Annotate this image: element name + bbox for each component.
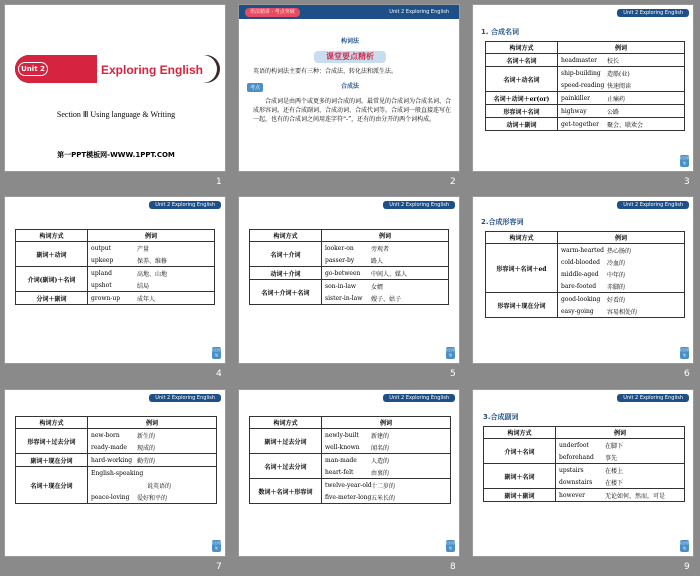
formation-method: 介词＋名词 (484, 439, 556, 464)
section-title: 1. 合成名词 (481, 28, 519, 36)
example-cell (88, 242, 215, 267)
unit-header: Unit 2 Exploring English (617, 394, 689, 402)
section-heading: Section Ⅲ Using language & Writing (56, 110, 176, 119)
slide-number-3: 3 (684, 177, 690, 187)
formation-method: 形容词＋名词 (486, 105, 558, 118)
example-word: upland (91, 269, 112, 277)
formation-method: 副词＋副词 (484, 489, 556, 502)
example-word: upkeep (91, 256, 114, 264)
unit-header: Unit 2 Exploring English (149, 201, 221, 209)
example-meaning: 在楼下 (605, 479, 624, 487)
table-row (484, 464, 685, 489)
table-row (486, 67, 685, 92)
example-entry (322, 466, 450, 478)
example-entry (322, 441, 450, 453)
slide-8-thumbnail[interactable] (238, 389, 460, 557)
column-header-method: 构词方式 (486, 232, 558, 244)
table-row (250, 454, 451, 479)
example-entry (322, 491, 450, 503)
example-entry (88, 467, 216, 479)
formation-method: 名词＋名词 (486, 54, 558, 67)
example-word: hard-working (91, 456, 133, 464)
example-entry (88, 242, 214, 254)
example-meaning: 新建的 (371, 432, 390, 440)
table-row (486, 54, 685, 67)
heading-word-formation: 构词法 (340, 38, 359, 45)
example-entry (556, 439, 684, 451)
example-word: son-in-law (325, 282, 357, 290)
word-formation-table (249, 229, 449, 305)
example-entry (88, 267, 214, 279)
example-cell (322, 280, 449, 305)
slide-7-thumbnail[interactable] (4, 389, 226, 557)
example-word: cold-blooded (561, 258, 600, 266)
slide-3-thumbnail[interactable] (472, 4, 694, 172)
slide-2-thumbnail[interactable] (238, 4, 460, 172)
example-cell (88, 292, 215, 305)
example-word: easy-going (561, 307, 594, 315)
column-header-examples: 例词 (88, 230, 215, 242)
example-cell (88, 454, 217, 467)
example-meaning: 说英语的 (147, 482, 172, 490)
example-word: however (559, 491, 585, 499)
example-meaning: 在脚下 (605, 442, 624, 450)
nav-button[interactable]: 栏目导航 (212, 348, 222, 357)
example-word: sister-in-law (325, 294, 363, 302)
section-title: 2.合成形容词 (481, 218, 524, 226)
example-cell (558, 118, 685, 131)
section-title: 3.合成副词 (483, 413, 519, 421)
example-entry (558, 280, 684, 292)
example-meaning: 由衷的 (371, 469, 390, 477)
example-cell (88, 267, 215, 292)
example-meaning: 中间人、媒人 (371, 270, 408, 278)
word-formation-table (483, 426, 685, 502)
example-word: new-born (91, 431, 120, 439)
heading-compounding: 合成法 (340, 83, 359, 90)
formation-method: 副词＋过去分词 (250, 429, 322, 454)
table-row (250, 267, 449, 280)
unit-header: Unit 2 Exploring English (149, 394, 221, 402)
example-word: beforehand (559, 453, 594, 461)
column-header-examples: 例词 (322, 417, 451, 429)
unit-badge: Unit 2 (18, 62, 48, 76)
example-meaning: 嫂子、姑子 (371, 295, 402, 303)
example-entry (88, 429, 216, 441)
example-entry (322, 280, 448, 292)
column-header-examples: 例词 (88, 417, 217, 429)
example-word: painkiller (561, 94, 591, 102)
site-credit: 第一PPT模板网-WWW.1PPT.COM (57, 151, 175, 159)
example-entry (558, 118, 684, 130)
example-meaning: 热心肠的 (607, 247, 632, 255)
column-header-method: 构词方式 (484, 427, 556, 439)
example-meaning: 无论如何、然而，可是 (605, 492, 666, 500)
example-meaning: 路人 (371, 257, 384, 265)
table-row (484, 489, 685, 502)
column-header-method: 构词方式 (250, 417, 322, 429)
word-formation-table (485, 41, 685, 131)
formation-method: 形容词＋过去分词 (16, 429, 88, 454)
example-meaning: 高地、山地 (137, 270, 168, 278)
nav-button[interactable]: 栏目导航 (680, 348, 690, 357)
formation-method: 形容词＋名词＋ed (486, 244, 558, 293)
table-row (486, 105, 685, 118)
table-row (486, 92, 685, 105)
example-entry (322, 254, 448, 266)
table-row (16, 242, 215, 267)
example-word: passer-by (325, 256, 355, 264)
unit-header: Unit 2 Exploring English (617, 9, 689, 17)
example-meaning: 闻名的 (371, 444, 390, 452)
slide-1-thumbnail[interactable] (4, 4, 226, 172)
example-entry (322, 267, 448, 279)
table-header-row (250, 230, 449, 242)
slide-number-8: 8 (450, 562, 456, 572)
example-cell (88, 467, 217, 504)
example-entry (88, 479, 216, 491)
column-header-examples: 例词 (558, 232, 685, 244)
formation-method: 副词＋名词 (484, 464, 556, 489)
example-entry (88, 491, 216, 503)
example-word: newly-built (325, 431, 359, 439)
table-row (486, 293, 685, 318)
example-entry (88, 279, 214, 291)
example-meaning: 快速阅读 (607, 82, 632, 90)
nav-button[interactable]: 栏目导航 (680, 541, 690, 550)
column-header-examples: 例词 (556, 427, 685, 439)
slide-number-1: 1 (216, 177, 222, 187)
example-meaning: 现成的 (137, 444, 156, 452)
example-entry (558, 54, 684, 66)
example-meaning: 旁观者 (371, 245, 390, 253)
column-header-method: 构词方式 (16, 230, 88, 242)
nav-button[interactable]: 栏目导航 (680, 156, 690, 165)
example-meaning: 造船(业) (607, 70, 630, 78)
example-cell (322, 242, 449, 267)
example-word: warm-hearted (561, 246, 604, 254)
example-word: headmaster (561, 56, 598, 64)
example-entry (322, 479, 450, 491)
example-meaning: 成年人 (137, 295, 156, 303)
example-entry (88, 292, 214, 304)
example-entry (88, 254, 214, 266)
example-entry (88, 441, 216, 453)
formation-method: 名词＋现在分词 (16, 467, 88, 504)
example-entry (556, 489, 684, 501)
formation-method: 数词＋名词＋形容词 (250, 479, 322, 504)
example-meaning: 十二岁的 (371, 482, 396, 490)
example-word: English-speaking (91, 469, 144, 477)
formation-method: 副词＋动词 (16, 242, 88, 267)
nav-button[interactable]: 栏目导航 (446, 348, 456, 357)
slide-number-2: 2 (450, 177, 456, 187)
example-word: twelve-year-old (325, 481, 372, 489)
slide-5-thumbnail[interactable] (238, 196, 460, 364)
section-tag: 语法精讲 · 考点突破 (245, 8, 300, 17)
key-points-banner: 课堂要点精析 (314, 51, 386, 63)
example-entry (556, 464, 684, 476)
formation-method: 动词＋介词 (250, 267, 322, 280)
example-meaning: 中年的 (607, 271, 626, 279)
example-entry (558, 293, 684, 305)
example-word: bare-footed (561, 282, 597, 290)
column-header-examples: 例词 (558, 42, 685, 54)
example-meaning: 在楼上 (605, 467, 624, 475)
example-cell (556, 464, 685, 489)
table-header-row (486, 42, 685, 54)
example-word: output (91, 244, 112, 252)
example-meaning: 冷血的 (607, 259, 626, 267)
example-word: good-looking (561, 295, 601, 303)
intro-line: 英语的构词法主要有三种：合成法、转化法和派生法。 (253, 68, 398, 75)
slide-number-9: 9 (684, 562, 690, 572)
example-cell (558, 105, 685, 118)
table-row (16, 454, 217, 467)
example-entry (558, 244, 684, 256)
example-word: heart-felt (325, 468, 354, 476)
example-cell (556, 439, 685, 464)
slide-number-4: 4 (216, 369, 222, 379)
example-meaning: 好看的 (607, 296, 626, 304)
table-row (16, 292, 215, 305)
example-cell (322, 479, 451, 504)
example-word: middle-aged (561, 270, 599, 278)
example-word: go-between (325, 269, 361, 277)
formation-method: 名词＋动名词 (486, 67, 558, 92)
example-word: underfoot (559, 441, 589, 449)
example-entry (558, 268, 684, 280)
example-word: man-made (325, 456, 357, 464)
example-word: upshot (91, 281, 112, 289)
table-header-row (16, 417, 217, 429)
example-meaning: 产量 (137, 245, 150, 253)
example-word: five-meter-long (325, 493, 372, 501)
formation-method: 动词＋副词 (486, 118, 558, 131)
example-entry (322, 292, 448, 304)
column-header-examples: 例词 (322, 230, 449, 242)
example-entry (322, 242, 448, 254)
example-word: get-together (561, 120, 599, 128)
example-word: downstairs (559, 478, 593, 486)
example-entry (558, 79, 684, 91)
example-cell (558, 67, 685, 92)
table-header-row (484, 427, 685, 439)
example-meaning: 五米长的 (371, 494, 396, 502)
example-cell (558, 54, 685, 67)
example-meaning: 止痛药 (607, 95, 626, 103)
example-meaning: 保养、维修 (137, 257, 168, 265)
formation-method: 副词＋现在分词 (16, 454, 88, 467)
table-row (250, 429, 451, 454)
table-row (486, 244, 685, 293)
kaodian-label: 考点 (247, 83, 263, 92)
formation-method: 名词＋过去分词 (250, 454, 322, 479)
table-row (16, 467, 217, 504)
example-cell (322, 454, 451, 479)
example-meaning: 聚会、联欢会 (607, 121, 644, 129)
example-word: well-known (325, 443, 360, 451)
column-header-method: 构词方式 (486, 42, 558, 54)
word-formation-table (15, 229, 215, 305)
formation-method: 形容词＋现在分词 (486, 293, 558, 318)
unit-header: Unit 2 Exploring English (383, 8, 455, 16)
table-row (16, 429, 217, 454)
example-entry (558, 105, 684, 117)
slide-number-6: 6 (684, 369, 690, 379)
example-meaning: 人造的 (371, 457, 390, 465)
table-header-row (486, 232, 685, 244)
word-formation-table (485, 231, 685, 318)
example-word: looker-on (325, 244, 354, 252)
example-meaning: 爱好和平的 (137, 494, 168, 502)
formation-method: 名词＋动词＋er(or) (486, 92, 558, 105)
example-meaning: 事先 (605, 454, 618, 462)
formation-method: 分词＋副词 (16, 292, 88, 305)
unit-header: Unit 2 Exploring English (383, 201, 455, 209)
table-header-row (250, 417, 451, 429)
table-row (484, 439, 685, 464)
example-meaning: 公路 (607, 108, 620, 116)
compound-paragraph: 合成词是由两个或更多的词合成的词。最常见的合成词为合成名词、合成形容词。还有合成副词、合成动词、合成代词等。合成词一般直接连写在一起，也有的合成词之间用连字符“-”，还有的由分开的两个词构成。 (253, 98, 452, 123)
slide-6-thumbnail[interactable] (472, 196, 694, 364)
example-entry (556, 476, 684, 488)
example-word: highway (561, 107, 587, 115)
table-row (250, 280, 449, 305)
example-meaning: 女婿 (371, 283, 384, 291)
table-row (16, 267, 215, 292)
slide-9-thumbnail[interactable] (472, 389, 694, 557)
cover-title: Exploring English (101, 63, 204, 77)
nav-button[interactable]: 栏目导航 (212, 541, 222, 550)
example-meaning: 赤脚的 (607, 283, 626, 291)
example-meaning: 勤劳的 (137, 457, 156, 465)
table-row (486, 118, 685, 131)
example-entry (322, 454, 450, 466)
example-entry (558, 67, 684, 79)
example-entry (558, 256, 684, 268)
table-header-row (16, 230, 215, 242)
unit-header: Unit 2 Exploring English (383, 394, 455, 402)
slide-number-5: 5 (450, 369, 456, 379)
example-entry (322, 429, 450, 441)
word-formation-table (15, 416, 217, 504)
example-meaning: 结局 (137, 282, 150, 290)
example-entry (556, 451, 684, 463)
example-cell (558, 293, 685, 318)
formation-method: 介词(副词)＋名词 (16, 267, 88, 292)
example-word: grown-up (91, 294, 121, 302)
word-formation-table (249, 416, 451, 504)
example-meaning: 容易相处的 (607, 308, 638, 316)
example-meaning: 新生的 (137, 432, 156, 440)
nav-button[interactable]: 栏目导航 (446, 541, 456, 550)
example-word: upstairs (559, 466, 584, 474)
example-cell (558, 244, 685, 293)
example-cell (322, 429, 451, 454)
example-entry (558, 92, 684, 104)
slide-number-7: 7 (216, 562, 222, 572)
column-header-method: 构词方式 (250, 230, 322, 242)
table-row (250, 242, 449, 267)
example-cell (556, 489, 685, 502)
unit-header: Unit 2 Exploring English (617, 201, 689, 209)
formation-method: 名词＋介词 (250, 242, 322, 267)
table-row (250, 479, 451, 504)
example-word: speed-reading (561, 81, 605, 89)
example-meaning: 校长 (607, 57, 620, 65)
example-entry (88, 454, 216, 466)
example-cell (88, 429, 217, 454)
formation-method: 名词＋介词＋名词 (250, 280, 322, 305)
slide-4-thumbnail[interactable] (4, 196, 226, 364)
example-word: peace-loving (91, 493, 130, 501)
column-header-method: 构词方式 (16, 417, 88, 429)
example-word: ready-made (91, 443, 127, 451)
example-cell (322, 267, 449, 280)
example-word: ship-building (561, 69, 601, 77)
example-entry (558, 305, 684, 317)
example-cell (558, 92, 685, 105)
